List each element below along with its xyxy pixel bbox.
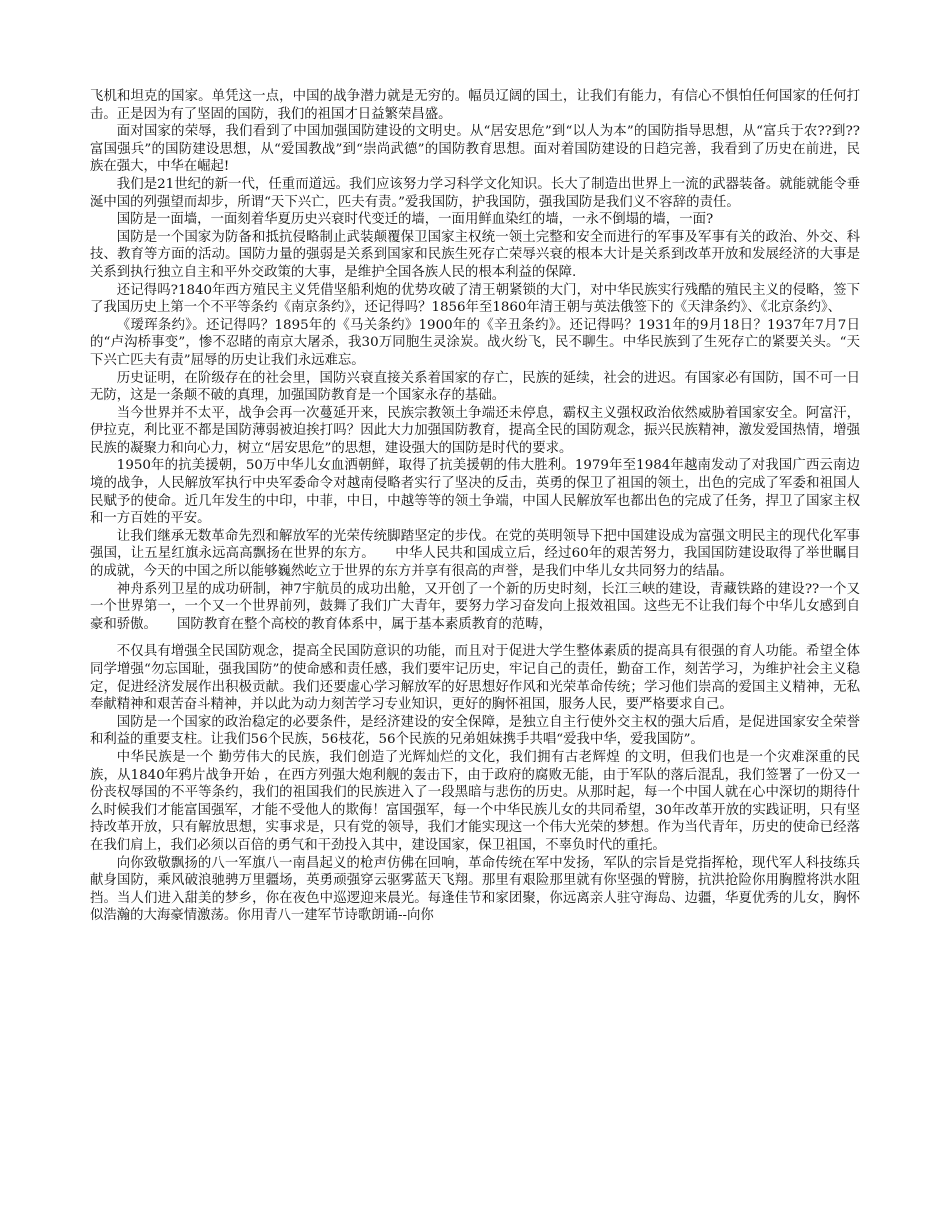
paragraph: 我们是21世纪的新一代，任重而道远。我们应该努力学习科学文化知识。长大了制造出世界上一流的武器装备。就能就能令垂涎中国的列强望而却步，所谓“天下兴亡，匹夫有责。”爱我国防，护我国防，强我国防是我们义不容辞的责任。 [90, 176, 860, 210]
paragraph: 国防是一个国家为防备和抵抗侵略制止武装颠覆保卫国家主权统一领土完整和安全而进行的军事及军事有关的政治、外交、科技、教育等方面的活动。国防力量的强弱是关系到国家和民族生死存亡荣辱兴衰的根本大计是关系到改革开放和发展经济的大事是关系到执行独立自主和平外交政策的大事，是维护全国各族人民的根本利益的保障. [90, 229, 860, 280]
paragraph: 历史证明，在阶级存在的社会里，国防兴衰直接关系着国家的存亡，民族的延续，社会的进迟。有国家必有国防，国不可一日无防，这是一条颠不破的真理，加强国防教育是一个国家永存的基础。 [90, 370, 860, 404]
paragraph: 让我们继承无数革命先烈和解放军的光荣传统脚踏坚定的步伐。在党的英明领导下把中国建设成为富强文明民主的现代化军事强国，让五星红旗永远高高飘扬在世界的东方。 中华人民共和国成立后，经过60年的艰苦努力，我国国防建设取得了举世瞩目的成就，今天的中国之所以能够巍然屹立于世界的东方并享有很高的声誉，是我们中华儿女共同努力的结晶。 [90, 528, 860, 580]
paragraph: 飞机和坦克的国家。单凭这一点，中国的战争潜力就是无穷的。幅员辽阔的国土，让我们有能力，有信心不惧怕任何国家的任何打击。正是因为有了坚固的国防，我们的祖国才日益繁荣昌盛。 [90, 89, 860, 122]
paragraph: 国防是一面墙，一面刻着华夏历史兴衰时代变迁的墙，一面用鲜血染红的墙，一永不倒塌的墙，一面? [116, 212, 714, 228]
paragraph: 当今世界并不太平，战争会再一次蔓延开来，民族宗教领土争端还未停息，霸权主义强权政治依然威胁着国家安全。阿富汗，伊拉克，利比亚不都是国防薄弱被迫挨打吗？因此大力加强国防教育，提高全民的国防观念，振兴民族精神，激发爱国热情，增强民族的凝聚力和向心力，树立“居安思危”的思想，建设强大的国防是时代的要求。 [90, 405, 860, 456]
paragraph: 中华民族是一个 勤劳伟大的民族，我们创造了光辉灿烂的文化，我们拥有古老辉煌 的文明，但我们也是一个灾难深重的民族，从1840年鸦片战争开始 ，在西方列强大炮利舰的轰击下，由于政府的腐败无能，由于军队的落后混乱，我们签署了一份又一份丧权辱国的不平等条约，我们的祖国我们的民族进入了一段黑暗与悲伤的历史。从那时起，每一个中国人就在心中深切的期待什么时候我们才能富国强军，才能不受他人的欺侮！富国强军，每一个中华民族儿女的共同希望，30年改革开放的实践证明，只有坚持改革开放，只有解放思想，实事求是，只有党的领导，我们才能实现这一个伟大光荣的梦想。作为当代青年，历史的使命已经落在我们肩上，我们必须以百倍的勇气和干劲投入其中，建设国家，保卫祖国，不辜负时代的重托。 [90, 749, 860, 853]
paragraph: 不仅具有增强全民国防观念，提高全民国防意识的功能，而且对于促进大学生整体素质的提高具有很强的育人功能。希望全体同学增强“勿忘国耻，强我国防”的使命感和责任感，我们要牢记历史，牢记自己的责任，勤奋工作，刻苦学习，为维护社会主义稳定，促进经济发展作出积极贡献。我们还要虚心学习解放军的好思想好作风和光荣革命传统；学习他们崇高的爱国主义精神，无私奉献精神和艰苦奋斗精神，并以此为动力刻苦学习专业知识，更好的胸怀祖国，服务人民，要严格要求自己。 [90, 644, 860, 713]
paragraph: 神舟系列卫星的成功研制，神7宇航员的成功出舱，又开创了一个新的历史时刻，长江三峡的建设，青藏铁路的建设??一个又一个世界第一，一个又一个世界前列，鼓舞了我们广大青年，要努力学习奋发向上报效祖国。这些无不让我们每个中华儿女感到自豪和骄傲。 国防教育在整个高校的教育体系中，属于基本素质教育的范畴， [90, 581, 860, 632]
paragraph: 面对国家的荣辱，我们看到了中国加强国防建设的文明史。从“居安思危”到“以人为本”的国防指导思想，从“富兵于农??到??富国强兵”的国防建设思想，从“爱国教战”到“崇尚武德”的国防教育思想。面对着国防建设的日趋完善，我看到了历史在前进，民族在强大，中华在崛起! [90, 124, 860, 175]
paragraph: 1950年的抗美援朝，50万中华儿女血洒朝鲜，取得了抗美援朝的伟大胜利。1979年至1984年越南发动了对我国广西云南边境的战争，人民解放军执行中央军委命令对越南侵略者实行了坚决的反击，英勇的保卫了祖国的领土，出色的完成了军委和祖国人民赋予的使命。近几年发生的中印，中菲，中日，中越等等的领土争端，中国人民解放军也都出色的完成了任务，捍卫了国家主权和一方百姓的平安。 [90, 458, 860, 527]
paragraph: 国防是一个国家的政治稳定的必要条件，是经济建设的安全保障，是独立自主行使外交主权的强大后盾，是促进国家安全荣誉和利益的重要支柱。让我们56个民族，56枝花，56个民族的兄弟姐妹携手共唱“爱我中华，爱我国防”。 [90, 714, 860, 748]
paragraph: 向你致敬飘扬的八一军旗八一南昌起义的枪声仿佛在回响，革命传统在军中发扬，军队的宗旨是党指挥枪，现代军人科技练兵献身国防，乘风破浪驰骋万里疆场，英勇顽强穿云驱雾蓝天飞翔。那里有艰险那里就有你坚强的臂膀，抗洪抢险你用胸膛将洪水阻挡。当人们进入甜美的梦乡，你在夜色中巡逻迎来晨光。每逢佳节和家团聚，你远离亲人驻守海岛、边疆，华夏优秀的儿女，胸怀似浩瀚的大海豪情激荡。你用青八一建军节诗歌朗诵--向你 [90, 855, 860, 924]
document-body [90, 88, 860, 925]
paragraph: 还记得吗?1840年西方殖民主义凭借坚船利炮的优势攻破了清王朝紧锁的大门，对中华民族实行残酷的殖民主义的侵略，签下了我国历史上第一个不平等条约《南京条约》，还记得吗？1856年至1860年清王朝与英法俄签下的《天津条约》、《北京条约》、 [90, 282, 860, 316]
paragraph: 《瑷珲条约》。还记得吗？1895年的《马关条约》1900年的《辛丑条约》。还记得吗？1931年的9月18日？1937年7月7日的“卢沟桥事变”，惨不忍睹的南京大屠杀，我30万同胞生灵涂炭。战火纷飞，民不聊生。中华民族到了生死存亡的紧要关头。“天下兴亡匹夫有责”屈辱的历史让我们永远难忘。 [90, 317, 860, 368]
